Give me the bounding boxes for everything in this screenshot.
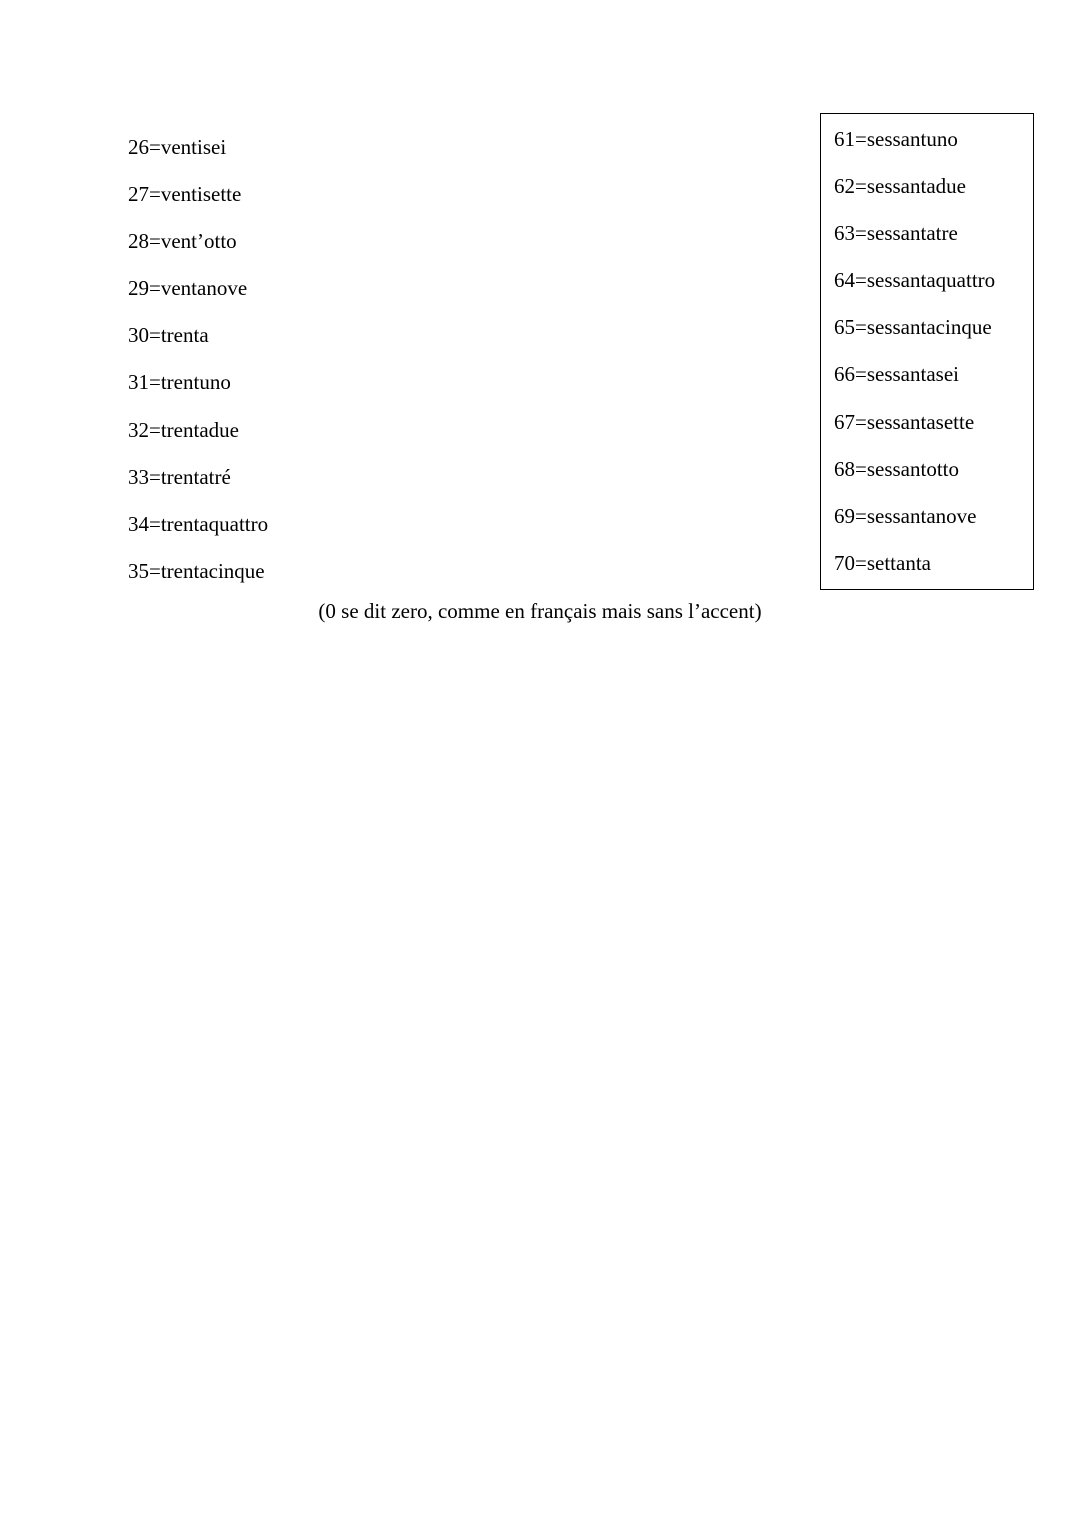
list-item: 65=sessantacinque: [834, 315, 992, 340]
zero-pronunciation-note: (0 se dit zero, comme en français mais sans l’accent): [318, 599, 762, 623]
list-item: 28=vent’otto: [128, 229, 237, 254]
list-item: 34=trentaquattro: [128, 511, 269, 536]
list-item: 69=sessantanove: [834, 503, 977, 528]
numbers-list-61-70: [834, 116, 995, 587]
list-item: 64=sessantaquattro: [834, 268, 996, 293]
list-item: 35=trentacinque: [128, 558, 265, 583]
list-item: 63=sessantatre: [834, 221, 958, 246]
list-item: 67=sessantasette: [834, 409, 975, 434]
list-item: 31=trentuno: [128, 370, 231, 395]
list-item: 66=sessantasei: [834, 362, 959, 387]
list-item: 33=trentatré: [128, 464, 231, 489]
numbers-list-26-35: [128, 124, 268, 595]
list-item: 32=trentadue: [128, 417, 239, 442]
list-item: 70=settanta: [834, 550, 931, 575]
list-item: 61=sessantuno: [834, 127, 958, 151]
list-item: 26=ventisei: [128, 135, 227, 159]
list-item: 29=ventanove: [128, 276, 248, 301]
list-item: 30=trenta: [128, 323, 209, 348]
numbers-box-61-70: [820, 113, 1034, 590]
list-item: 27=ventisette: [128, 182, 242, 207]
list-item: 68=sessantotto: [834, 456, 960, 481]
list-item: 62=sessantadue: [834, 174, 966, 199]
